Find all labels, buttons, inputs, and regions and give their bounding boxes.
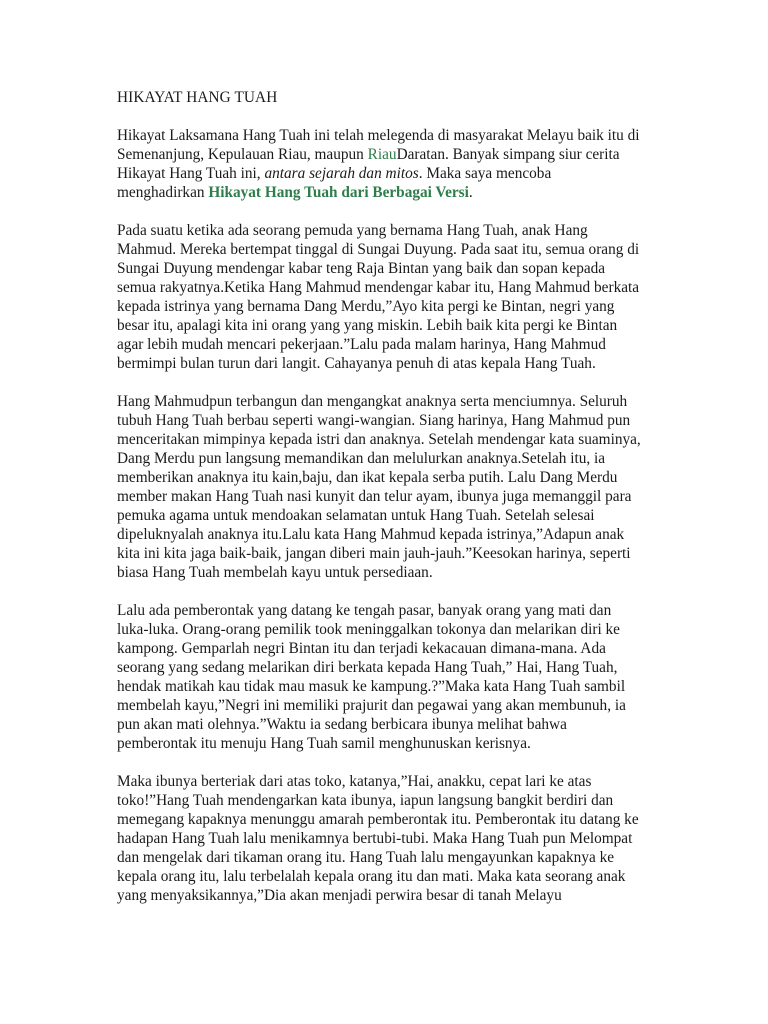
versions-link[interactable]: Hikayat Hang Tuah dari Berbagai Versi bbox=[208, 184, 469, 201]
paragraph-line: biasa Hang Tuah membelah kayu untuk persediaan. bbox=[117, 564, 433, 581]
paragraph-line: agar lebih mudah mencari pekerjaan.”Lalu pada malam harinya, Hang Mahmud bbox=[117, 336, 606, 353]
paragraph-line: dipeluknyalah anaknya itu.Lalu kata Hang Mahmud kepada istrinya,”Adapun anak bbox=[117, 526, 625, 543]
paragraph-line: seorang yang sedang melarikan diri berkata kepada Hang Tuah,” Hai, Hang Tuah, bbox=[117, 659, 618, 676]
paragraph-line: hendak matikah kau tidak mau masuk ke kampung.?”Maka kata Hang Tuah sambil bbox=[117, 678, 626, 695]
intro-line-4 bbox=[117, 183, 647, 202]
intro-line-2-text-a: Semenanjung, Kepulauan Riau, maupun bbox=[117, 146, 368, 163]
paragraph-line: menceritakan mimpinya kepada istri dan anaknya. Setelah mendengar kata suaminya, bbox=[117, 431, 641, 448]
paragraph-line: dan mengelak dari tikaman orang itu. Hang Tuah lalu mengayunkan kapaknya ke bbox=[117, 849, 615, 866]
intro-line-1: Hikayat Laksamana Hang Tuah ini telah melegenda di masyarakat Melayu baik itu di bbox=[117, 127, 640, 144]
intro-line-2 bbox=[117, 145, 647, 164]
riau-link[interactable]: Riau bbox=[367, 146, 397, 163]
paragraph-line: hadapan Hang Tuah lalu menikamnya bertubi-tubi. Maka Hang Tuah pun Melompat bbox=[117, 830, 633, 847]
paragraph-line: Mahmud. Mereka bertempat tinggal di Sungai Duyung. Pada saat itu, semua orang di bbox=[117, 241, 640, 258]
intro-paragraph bbox=[117, 126, 647, 202]
paragraph-line: Hang Mahmudpun terbangun dan mengangkat anaknya serta menciumnya. Seluruh bbox=[117, 393, 628, 410]
paragraph-line: memegang kapaknya menunggu amarah pemberontak itu. Pemberontak itu datang ke bbox=[117, 811, 639, 828]
paragraph-line: Lalu ada pemberontak yang datang ke tengah pasar, banyak orang yang mati dan bbox=[117, 602, 612, 619]
intro-emphasis: antara sejarah dan mitos bbox=[264, 165, 419, 182]
paragraph-4 bbox=[117, 601, 647, 753]
intro-line-2-text-b: Daratan. Banyak simpang siur cerita bbox=[396, 146, 620, 163]
paragraph-line: memberikan anaknya itu kain,baju, dan ikat kepala serba putih. Lalu Dang Merdu bbox=[117, 469, 618, 486]
paragraph-5 bbox=[117, 772, 647, 905]
intro-line-3-text-b: . Maka saya mencoba bbox=[418, 165, 552, 182]
paragraph-line: kepada istrinya yang bernama Dang Merdu,”Ayo kita pergi ke Bintan, negri yang bbox=[117, 298, 615, 315]
paragraph-line: toko!”Hang Tuah mendengarkan kata ibunya, iapun langsung bangkit berdiri dan bbox=[117, 792, 614, 809]
paragraph-3 bbox=[117, 392, 647, 582]
paragraph-line: bermimpi bulan turun dari langit. Cahayanya penuh di atas kepala Hang Tuah. bbox=[117, 355, 596, 372]
paragraph-line: besar itu, apalagi kita ini orang yang yang miskin. Lebih baik kita pergi ke Bintan bbox=[117, 317, 618, 334]
paragraph-line: kepala orang itu, lalu terbelalah kepala orang itu dan mati. Maka kata seorang anak bbox=[117, 868, 626, 885]
intro-line-4-text-a: menghadirkan bbox=[117, 184, 209, 201]
paragraph-line: pemberontak itu menuju Hang Tuah samil menghunuskan kerisnya. bbox=[117, 735, 531, 752]
paragraph-line: yang menyaksikannya,”Dia akan menjadi perwira besar di tanah Melayu bbox=[117, 887, 562, 904]
paragraph-line: member makan Hang Tuah nasi kunyit dan telur ayam, ibunya juga memanggil para bbox=[117, 488, 632, 505]
paragraph-2 bbox=[117, 221, 647, 373]
paragraph-line: luka-luka. Orang-orang pemilik took meninggalkan tokonya dan melarikan diri ke bbox=[117, 621, 620, 638]
paragraph-line: Pada suatu ketika ada seorang pemuda yang bernama Hang Tuah, anak Hang bbox=[117, 222, 588, 239]
paragraph-line: Maka ibunya berteriak dari atas toko, katanya,”Hai, anakku, cepat lari ke atas bbox=[117, 773, 592, 790]
paragraph-line: pun akan mati olehnya.”Waktu ia sedang berbicara ibunya melihat bahwa bbox=[117, 716, 567, 733]
paragraph-line: membelah kayu,”Negri ini memiliki prajurit dan pegawai yang akan membunuh, ia bbox=[117, 697, 626, 714]
paragraph-line: kampong. Gemparlah negri Bintan itu dan terjadi kekacauan dimana-mana. Ada bbox=[117, 640, 606, 657]
intro-line-3 bbox=[117, 164, 647, 183]
intro-line-3-text-a: Hikayat Hang Tuah ini, bbox=[117, 165, 265, 182]
paragraph-line: kita ini kita jaga baik-baik, jangan diberi main jauh-jauh.”Keesokan harinya, seperti bbox=[117, 545, 631, 562]
paragraph-line: semua rakyatnya.Ketika Hang Mahmud mendengar kabar itu, Hang Mahmud berkata bbox=[117, 279, 640, 296]
document-page bbox=[117, 88, 647, 924]
paragraph-line: tubuh Hang Tuah berbau seperti wangi-wangian. Siang harinya, Hang Mahmud pun bbox=[117, 412, 631, 429]
document-title: HIKAYAT HANG TUAH bbox=[117, 89, 278, 106]
intro-line-4-text-b: . bbox=[468, 184, 473, 201]
paragraph-line: Sungai Duyung mendengar kabar teng Raja Bintan yang baik dan sopan kepada bbox=[117, 260, 606, 277]
paragraph-line: pemuka agama untuk mendoakan selamatan untuk Hang Tuah. Setelah selesai bbox=[117, 507, 595, 524]
paragraph-line: Dang Merdu pun langsung memandikan dan melulurkan anaknya.Setelah itu, ia bbox=[117, 450, 606, 467]
